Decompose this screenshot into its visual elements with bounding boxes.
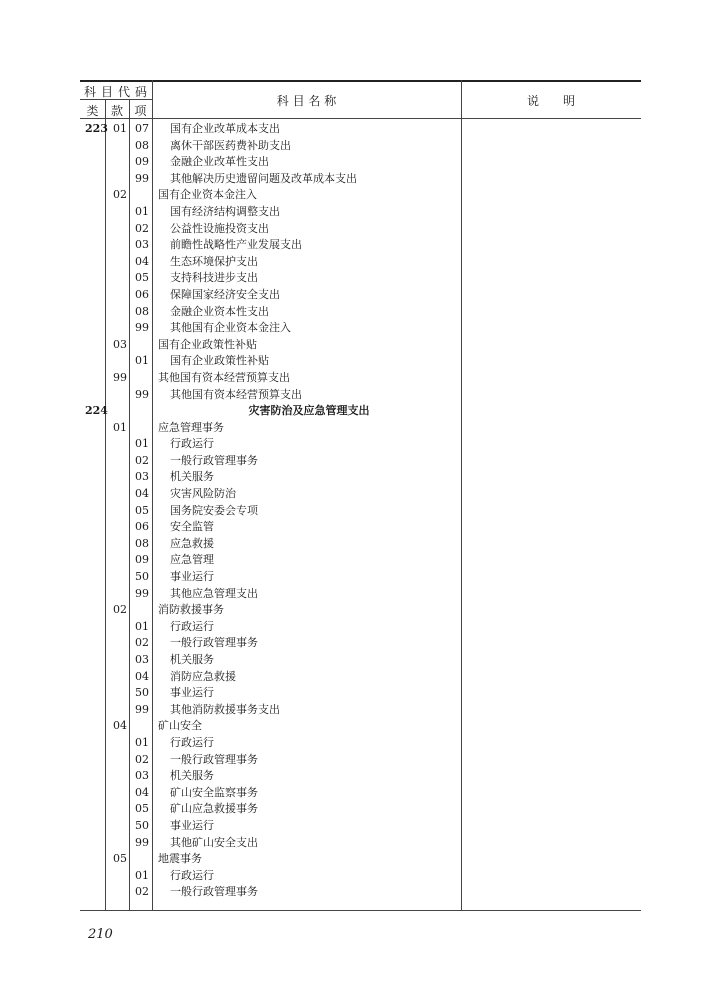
code-xiang: 05 [135,802,149,816]
subject-name: 消防应急救援 [170,669,236,683]
code-xiang: 02 [135,752,149,766]
code-xiang: 03 [135,238,149,252]
subject-name: 其他国有资本经营预算支出 [170,387,302,401]
subject-name: 离休干部医药费补助支出 [170,138,291,152]
code-xiang: 02 [135,636,149,650]
code-xiang: 99 [135,702,149,716]
table-row [80,353,460,370]
code-xiang: 02 [135,221,149,235]
table-row [80,619,460,636]
header-name: 科 目 名 称 [276,94,337,108]
table-row [80,304,460,321]
table-row [80,403,460,420]
subject-name: 矿山安全 [158,719,202,733]
code-kuan: 01 [113,420,127,434]
header-kuan: 款 [110,104,123,118]
code-xiang: 99 [135,835,149,849]
code-xiang: 04 [135,254,149,268]
table-row [80,486,460,503]
code-xiang: 03 [135,769,149,783]
header-lei: 类 [86,104,99,118]
subject-name: 国有经济结构调整支出 [170,204,280,218]
code-xiang: 06 [135,520,149,534]
subject-name: 支持科技进步支出 [170,271,258,285]
subject-name: 国务院安委会专项 [170,503,258,517]
subject-name: 生态环境保护支出 [170,254,258,268]
subject-name: 机关服务 [170,653,214,666]
table-row [80,851,460,868]
table-row [80,503,460,520]
table-row [80,221,460,238]
code-kuan: 01 [113,122,127,135]
header-xiang: 项 [134,104,147,118]
subject-name: 消防救援事务 [158,603,224,617]
table-row [80,635,460,652]
subject-name: 灾害风险防治 [170,487,236,501]
code-xiang: 06 [135,287,149,301]
table-row [80,752,460,769]
subject-name: 行政运行 [170,735,214,749]
code-lei: 224 [85,404,108,418]
subject-name: 应急救援 [170,536,214,550]
code-xiang: 08 [135,138,149,152]
header-description: 说 明 [526,94,575,108]
subject-name: 金融企业资本性支出 [170,304,269,318]
subject-name: 前瞻性战略性产业发展支出 [170,238,302,252]
table-row [80,785,460,802]
code-xiang: 05 [135,271,149,285]
subject-name: 行政运行 [170,868,214,882]
table-row [80,204,460,221]
code-xiang: 04 [135,669,149,683]
code-xiang: 03 [135,470,149,484]
table-row [80,652,460,669]
table-row [80,436,460,453]
table-row [80,702,460,719]
code-xiang: 01 [135,868,149,882]
subject-name: 其他应急管理支出 [170,586,258,600]
table-row [80,602,460,619]
table-row [80,685,460,702]
code-xiang: 02 [135,453,149,467]
table-row [80,569,460,586]
table-bottom-rule [80,910,641,911]
code-xiang: 08 [135,536,149,550]
code-xiang: 09 [135,155,149,169]
table-row [80,337,460,354]
code-xiang: 50 [135,570,149,584]
subject-name: 行政运行 [170,619,214,633]
code-xiang: 99 [135,387,149,401]
table-row [80,121,460,138]
table-row [80,387,460,404]
code-xiang: 01 [135,437,149,451]
subject-name: 事业运行 [170,818,214,832]
subject-name: 其他国有资本经营预算支出 [158,370,290,384]
subject-name: 金融企业改革性支出 [170,155,269,169]
subject-name: 其他矿山安全支出 [170,835,258,849]
table-row [80,270,460,287]
table-row [80,536,460,553]
subject-name: 机关服务 [170,470,214,484]
table-row [80,138,460,155]
table-row [80,735,460,752]
table-row [80,801,460,818]
subject-name: 保障国家经济安全支出 [170,287,280,301]
code-kuan: 04 [113,719,127,733]
table-row [80,884,460,901]
code-xiang: 50 [135,818,149,832]
code-xiang: 99 [135,586,149,600]
subject-name: 灾害防治及应急管理支出 [248,404,370,418]
header-code-group: 科目代码 [84,85,153,99]
code-xiang: 04 [135,487,149,501]
subject-name: 国有企业政策性补贴 [170,354,269,368]
code-xiang: 01 [135,619,149,633]
header-bottom-rule [80,118,641,119]
table-body [80,121,460,901]
subject-name: 一般行政管理事务 [170,453,258,467]
subject-name: 机关服务 [170,769,214,783]
table-top-rule [80,80,641,82]
subject-name: 行政运行 [170,437,214,451]
code-kuan: 03 [113,337,127,351]
code-kuan: 05 [113,852,127,866]
table-row [80,835,460,852]
subject-name: 矿山安全监察事务 [170,785,258,799]
code-xiang: 07 [135,122,149,135]
table-row [80,237,460,254]
code-xiang: 01 [135,354,149,368]
subject-name: 地震事务 [158,852,202,866]
table-row [80,586,460,603]
table-row [80,669,460,686]
table-row [80,370,460,387]
table-row [80,154,460,171]
table-row [80,552,460,569]
subject-name: 国有企业改革成本支出 [170,122,280,135]
code-xiang: 99 [135,171,149,185]
subject-name: 一般行政管理事务 [170,752,258,766]
subject-name: 国有企业政策性补贴 [158,337,257,351]
col-divider-desc [461,80,462,910]
code-lei: 223 [85,122,108,135]
table-row [80,519,460,536]
code-kuan: 02 [113,188,127,202]
table-row [80,171,460,188]
code-xiang: 03 [135,653,149,666]
code-xiang: 01 [135,204,149,218]
table-row [80,287,460,304]
table-row [80,187,460,204]
code-xiang: 05 [135,503,149,517]
subject-name: 其他消防救援事务支出 [170,702,280,716]
subject-name: 事业运行 [170,570,214,584]
subject-name: 应急管理事务 [158,420,224,434]
code-xiang: 01 [135,735,149,749]
subject-name: 事业运行 [170,686,214,700]
subject-name: 安全监管 [170,520,214,534]
subject-name: 一般行政管理事务 [170,636,258,650]
subject-name: 矿山应急救援事务 [170,802,258,816]
code-xiang: 99 [135,321,149,335]
table-row [80,768,460,785]
table-row [80,868,460,885]
table-row [80,818,460,835]
code-xiang: 50 [135,686,149,700]
code-xiang: 08 [135,304,149,318]
table-row [80,469,460,486]
page-number: 210 [88,927,113,942]
code-xiang: 04 [135,785,149,799]
code-kuan: 99 [113,370,127,384]
subject-name: 国有企业资本金注入 [158,188,257,202]
code-xiang: 02 [135,885,149,899]
code-kuan: 02 [113,603,127,617]
subject-name: 其他解决历史遗留问题及改革成本支出 [170,171,357,185]
subject-name: 其他国有企业资本金注入 [170,321,291,335]
table-row [80,420,460,437]
table-row [80,320,460,337]
subject-name: 应急管理 [170,553,214,567]
table-row [80,254,460,271]
code-xiang: 09 [135,553,149,567]
subject-name: 一般行政管理事务 [170,885,258,899]
table-row [80,453,460,470]
table-row [80,718,460,735]
subject-name: 公益性设施投资支出 [170,221,269,235]
